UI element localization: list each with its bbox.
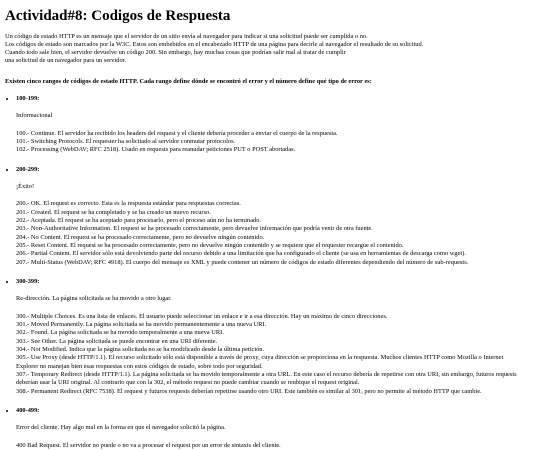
code-line: 204.- No Content. El request se ha procesado correctamente, pero no devuelve ningún contenido.: [16, 233, 265, 241]
range-item-400: [16, 407, 523, 450]
code-line: 201.- Created. El request se ha completado y se ha creado un nuevo recurso.: [16, 208, 211, 216]
code-line: 102.- Processing (WebDAV; RFC 2518). Usado en requests para reanudar peticiones PUT o POST abortadas.: [16, 146, 296, 154]
code-line: 101.- Switching Protocols. El requester ha solicitado al servidor conmutar protocolos.: [16, 138, 236, 146]
range-title: • 100-199:: [16, 95, 40, 103]
intro-line: Los códigos de estado son marcados por la W3C. Estos son embebidos en el encabezado HTTP de una página para decirle al navegador el resultado de su solicitud.: [5, 40, 424, 48]
code-line: 203.- Non-Authoritative Information. El request se ha procesado correctamente, pero devuelve información que podría venir de otra fuente.: [16, 225, 373, 233]
code-list: [16, 200, 523, 267]
code-list: [16, 442, 523, 450]
range-item-300: [16, 278, 523, 396]
code-line: 100.- Continue. El servidor ha recibido los headers del request y el cliente debería proceder a enviar el cuerpo de la respuesta.: [16, 129, 338, 137]
range-item-100: [16, 95, 523, 155]
code-line: 207.- Multi-Status (WebDAV; RFC 4918). El cuerpo del mensaje es XML y puede contener un número de códigos de estado diferentes dependiendo del número de sub-requests.: [16, 258, 469, 266]
range-description: Error del cliente. Hay algo mal en la forma en que el navegador solicitó la página.: [16, 424, 226, 432]
ranges-list: [5, 95, 523, 450]
code-line: 400 Bad Request. El servidor no puede o no va a procesar el request por un error de sintaxis del cliente.: [16, 441, 281, 449]
code-list: [16, 130, 523, 155]
code-line: 304.- Not Modified. Indica que la página solicitada no se ha modificado desde la última petición.: [16, 346, 265, 354]
page-title: Actividad#8: Codigos de Respuesta: [5, 8, 231, 24]
code-line: 205.- Reset Content. El request se ha procesado correctamente, pero no devuelve ningún contenido y se requiere que el requester recargue el contenido.: [16, 242, 404, 250]
intro-line: una solicitud de un navegador para un servidor.: [5, 57, 127, 65]
range-item-200: [16, 166, 523, 267]
intro-line: Un código de estado HTTP es un mensaje que el servidor de un sitio envía al navegador para indicar si una solicitud puede ser cumplida o no.: [5, 32, 368, 40]
range-title: • 300-399:: [16, 278, 40, 286]
code-line: 202.- Aceptada. El request se ha aceptado para procesarlo, pero el proceso aún no ha terminado.: [16, 217, 262, 225]
code-line: 301.- Moved Permanently. La página solicitada se ha movido permanentemente a una nueva URI.: [16, 321, 267, 329]
code-line: 206.- Partial Content. El servidor sólo está devolviendo parte del recurso debido a una limitación que ha configurado el cliente (se usa en herramientas de descarga como wget).: [16, 250, 466, 258]
range-title: • 400-499:: [16, 407, 40, 414]
range-title: • 200-299:: [16, 165, 40, 173]
range-description: ¡Éxito!: [16, 183, 35, 191]
range-description: Re-dirección. La página solicitada se ha movido a otro lugar.: [16, 295, 172, 303]
ranges-lead: Existen cinco rangos de códigos de estado HTTP. Cada rango define dónde se encontró el error y el número define qué tipo de error es:: [5, 77, 372, 85]
code-line: 303.- See Other. La página solicitada se puede encontrar en una URI diferente.: [16, 337, 218, 345]
code-line: 307.- Temporary Redirect (desde HTTP/1.1). La página solicitada se ha movido temporalmente a otra URL. En este caso el recurso debería de repetirse con otra URI, sin embargo, futuros requests deberían usar la URI original. Al contrario que con la 302, el método request no puede cambiar cuando se reubique el request original.: [16, 371, 517, 387]
code-line: 302.- Found. La página solicitada se ha movido temporalmente a una nueva URI.: [16, 329, 224, 337]
code-line: 300.- Multiple Choices. Es una lista de enlaces. El usuario puede seleccionar un enlace e ir a esa dirección. Hay un máximo de cinco direcciones.: [16, 312, 388, 320]
range-description: Informacional: [16, 112, 53, 120]
intro-line: Cuando todo sale bien, el servidor devuelve un código 200. Sin embargo, hay muchas cosas que podrían salir mal al tratar de cumplir: [5, 49, 346, 57]
intro-paragraph: [5, 33, 523, 66]
code-line: 200.- OK. El request es correcto. Esta es la respuesta estándar para respuestas correctas.: [16, 200, 241, 208]
code-line: 308.- Permanent Redirect (RFC 7538). El request y futuros requests deberían repetirse usando otro URI. Este también es similar al 301, pero no permite al método HTTP que cambie.: [16, 387, 482, 395]
code-list: [16, 313, 523, 396]
code-line: 305.- Use Proxy (desde HTTP/1.1). El recurso solicitado sólo está disponible a través de proxy, cuya dirección se proporciona en la respuesta. Muchos clientes HTTP como Mozilla o Internet Explorer no manejan bien esas respuestas con estos códigos de estado, sobre todo por seguridad.: [16, 354, 504, 370]
